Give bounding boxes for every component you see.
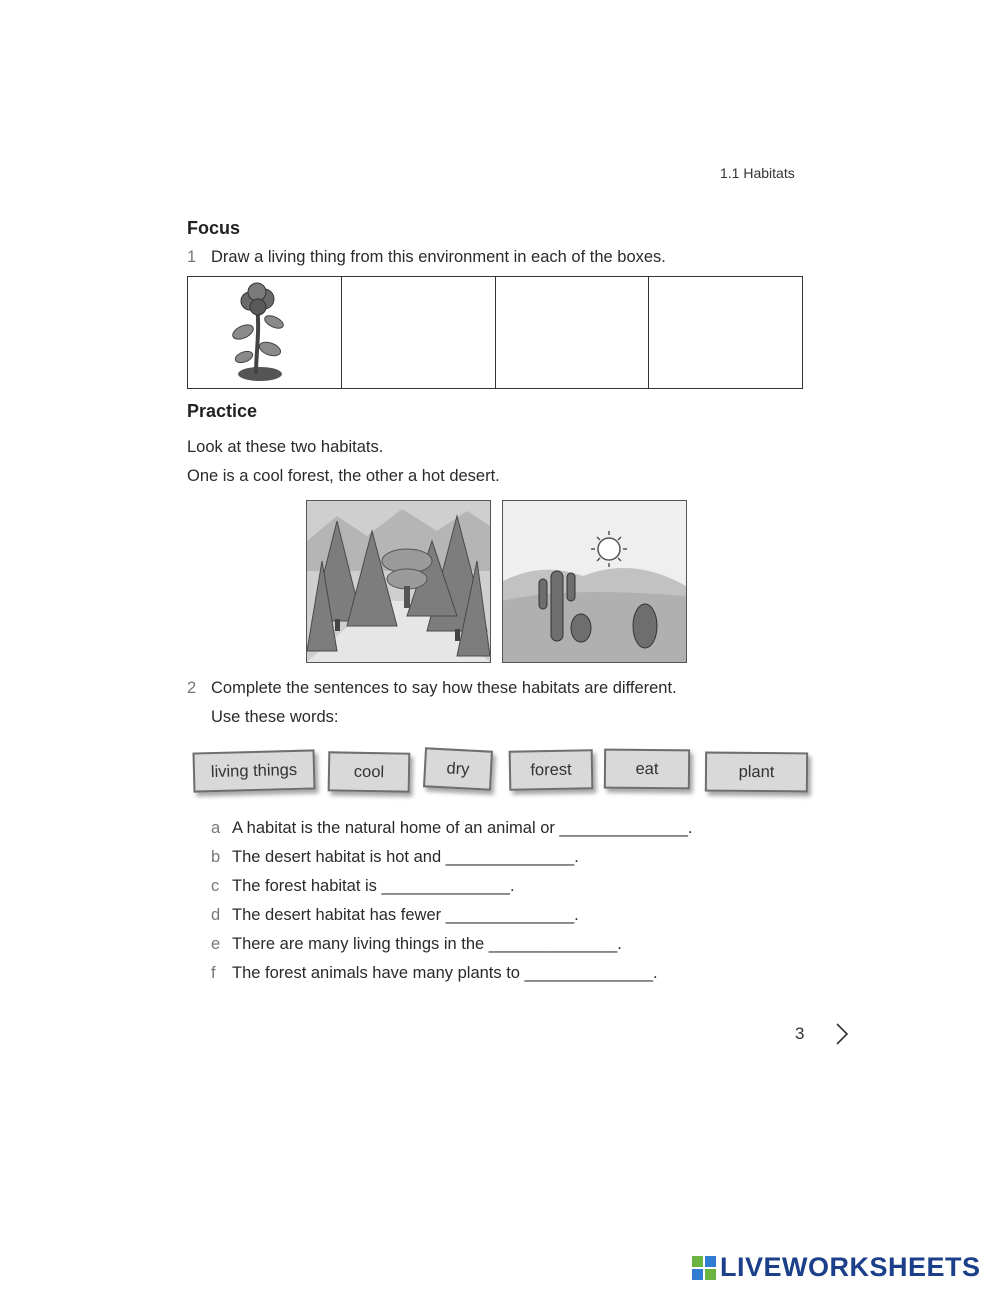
sentence-text: A habitat is the natural home of an animal or ______________. bbox=[232, 819, 693, 837]
drawing-boxes bbox=[187, 276, 803, 389]
practice-heading: Practice bbox=[187, 401, 258, 421]
sentence-text: The desert habitat has fewer ______________. bbox=[232, 906, 579, 924]
question-text: Draw a living thing from this environment in each of the boxes. bbox=[211, 248, 666, 266]
word-tag-plant[interactable]: plant bbox=[705, 752, 808, 793]
word-tag-living-things[interactable]: living things bbox=[192, 749, 315, 792]
practice-line-2: One is a cool forest, the other a hot desert. bbox=[187, 467, 500, 485]
drawing-box-1 bbox=[188, 277, 342, 388]
sentence-letter: f bbox=[211, 964, 216, 982]
sentence-d[interactable] bbox=[211, 906, 579, 925]
sentence-text: The forest animals have many plants to ______________. bbox=[232, 964, 658, 982]
question-2 bbox=[187, 679, 677, 698]
word-tag-cool[interactable]: cool bbox=[328, 751, 411, 792]
sentence-b[interactable] bbox=[211, 848, 579, 867]
question-number: 1 bbox=[187, 248, 197, 266]
question-1 bbox=[187, 248, 666, 267]
practice-line-1: Look at these two habitats. bbox=[187, 438, 384, 456]
drawing-box-4[interactable] bbox=[649, 277, 802, 388]
focus-heading: Focus bbox=[187, 218, 241, 238]
sentence-f[interactable] bbox=[211, 964, 658, 983]
sentence-letter: e bbox=[211, 935, 221, 953]
question-2-subtext: Use these words: bbox=[211, 708, 339, 726]
page-number: 3 bbox=[795, 1024, 805, 1043]
question-text: Complete the sentences to say how these habitats are different. bbox=[211, 679, 677, 697]
sentence-letter: d bbox=[211, 906, 221, 924]
word-tag-eat[interactable]: eat bbox=[604, 749, 690, 790]
word-tag-forest[interactable]: forest bbox=[509, 749, 594, 790]
desert-image bbox=[502, 500, 687, 663]
section-header: 1.1 Habitats bbox=[720, 165, 795, 181]
sentence-letter: b bbox=[211, 848, 221, 866]
sentence-text: There are many living things in the ______________. bbox=[232, 935, 622, 953]
word-tag-dry[interactable]: dry bbox=[423, 747, 493, 791]
sentence-c[interactable] bbox=[211, 877, 515, 896]
sentence-text: The forest habitat is ______________. bbox=[232, 877, 515, 895]
drawing-box-2[interactable] bbox=[342, 277, 496, 388]
sentence-text: The desert habitat is hot and ______________. bbox=[232, 848, 579, 866]
drawing-box-3[interactable] bbox=[496, 277, 650, 388]
brand-name: LIVEWORKSHEETS bbox=[720, 1252, 981, 1282]
chevron-right-icon[interactable] bbox=[834, 1022, 850, 1046]
forest-image bbox=[306, 500, 491, 663]
sentence-letter: c bbox=[211, 877, 220, 895]
liveworksheets-logo bbox=[692, 1252, 981, 1283]
logo-icon bbox=[692, 1256, 716, 1280]
sentence-letter: a bbox=[211, 819, 221, 837]
plant-icon bbox=[188, 277, 341, 385]
question-number: 2 bbox=[187, 679, 197, 697]
sentence-e[interactable] bbox=[211, 935, 622, 954]
sentence-a[interactable] bbox=[211, 819, 693, 838]
